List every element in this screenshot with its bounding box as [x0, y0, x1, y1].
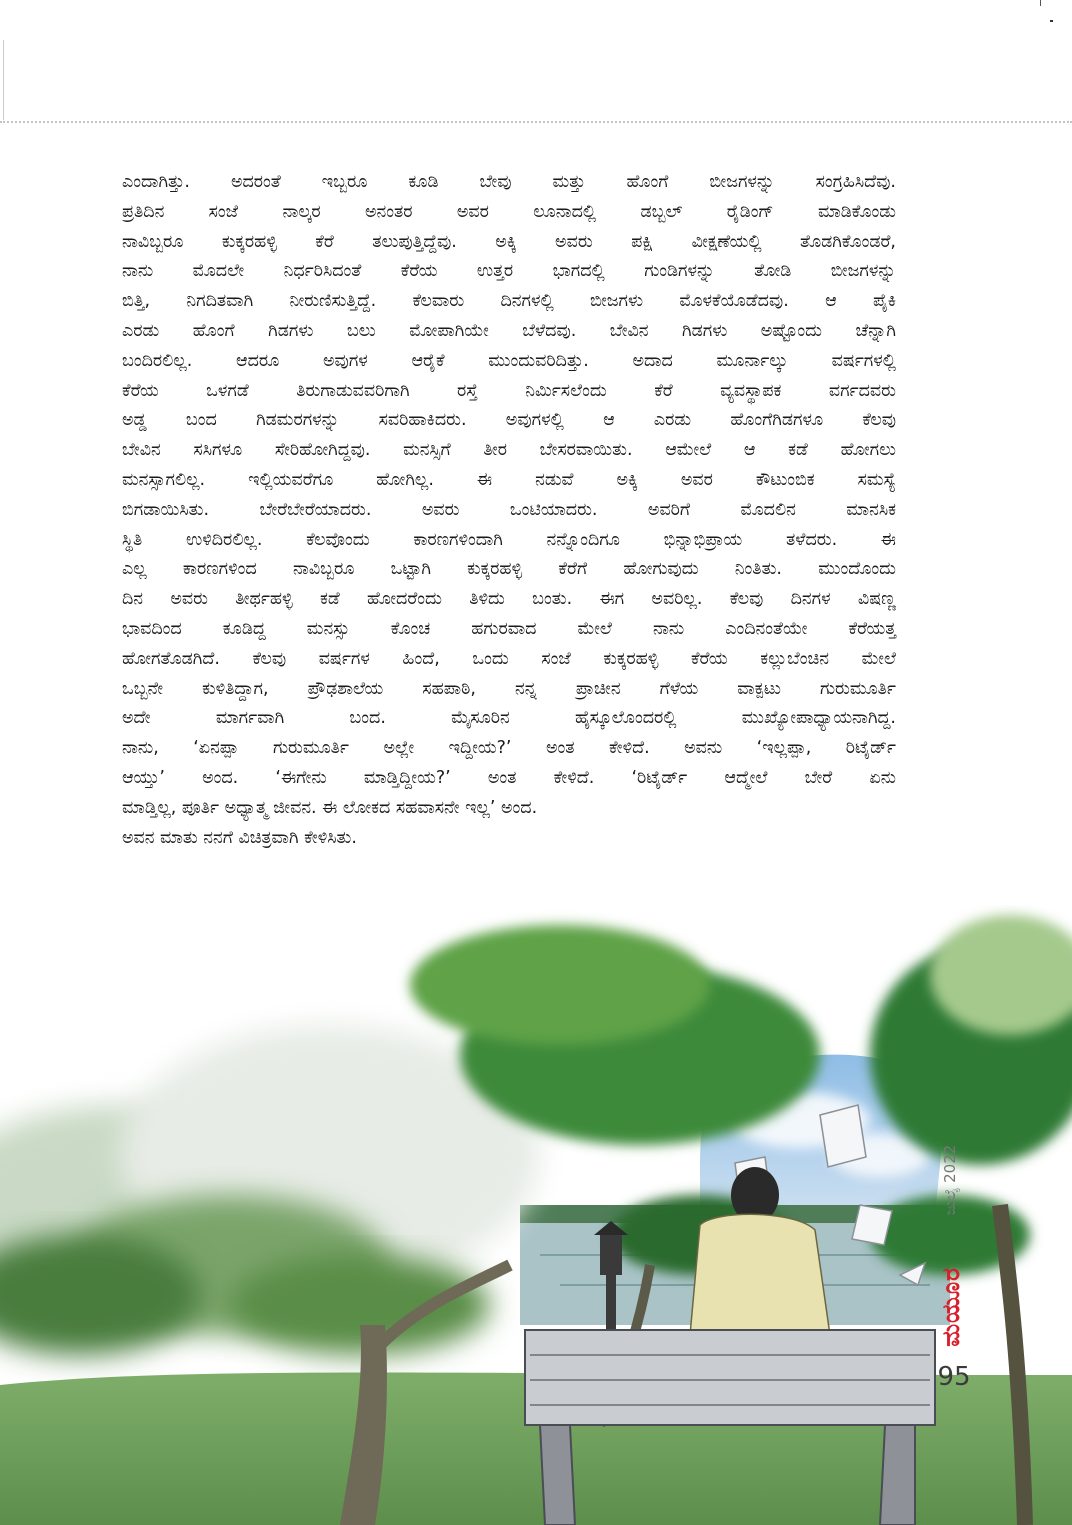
text-line: ಮಾಡ್ತಿಲ್ಲ, ಪೂರ್ತಿ ಅಧ್ಯಾತ್ಮ ಜೀವನ. ಈ ಲೋಕದ ಸಹವಾಸನೇ ಇಲ್ಲ’ ಅಂದ.: [122, 797, 538, 818]
text-line: ಸ್ಥಿತಿ ಉಳಿದಿರಲಿಲ್ಲ. ಕೆಲವೊಂದು ಕಾರಣಗಳಿಂದಾಗಿ ನನ್ನೊಂದಿಗೂ ಭಿನ್ನಾಭಿಪ್ರಾಯ ತಳೆದರು. ಈ: [122, 529, 896, 550]
text-line: ಆಯ್ತು’ ಅಂದ. ‘ಈಗೇನು ಮಾಡ್ತಿದ್ದೀಯ?’ ಅಂತ ಕೇಳಿದೆ. ‘ರಿಟೈರ್ಡ್ ಆದ್ಮೇಲೆ ಬೇರೆ ಏನು: [122, 767, 896, 788]
park-bench-illustration: [0, 905, 1072, 1525]
text-line: ಅಡ್ಡ ಬಂದ ಗಿಡಮರಗಳನ್ನು ಸವರಿಹಾಕಿದರು. ಅವುಗಳಲ್ಲಿ ಆ ಎರಡು ಹೊಂಗೆಗಿಡಗಳೂ ಕೆಲವು: [122, 410, 896, 431]
tree-canopy-left: [0, 1025, 540, 1355]
text-line: ಅದೇ ಮಾರ್ಗವಾಗಿ ಬಂದ. ಮೈಸೂರಿನ ಹೈಸ್ಕೂಲೊಂದರಲ್ಲಿ ಮುಖ್ಯೋಪಾಧ್ಯಾಯನಾಗಿದ್ದ.: [122, 708, 896, 729]
text-line: ಪ್ರತಿದಿನ ಸಂಜೆ ನಾಲ್ಕರ ಅನಂತರ ಅವರ ಲೂನಾದಲ್ಲಿ ಡಬ್ಬಲ್ ರೈಡಿಂಗ್ ಮಾಡಿಕೊಂಡು: [122, 201, 896, 222]
text-line: ದಿನ ಅವರು ತೀರ್ಥಹಳ್ಳಿ ಕಡೆ ಹೋದರೆಂದು ತಿಳಿದು ಬಂತು. ಈಗ ಅವರಿಲ್ಲ. ಕೆಲವು ದಿನಗಳ ವಿಷಣ್ಣ: [122, 589, 896, 610]
page-number: 95: [937, 1362, 971, 1392]
text-line: ನಾನು ಮೊದಲೇ ನಿರ್ಧರಿಸಿದಂತೆ ಕೆರೆಯ ಉತ್ತರ ಭಾಗದಲ್ಲಿ ಗುಂಡಿಗಳನ್ನು ತೋಡಿ ಬೀಜಗಳನ್ನು: [122, 261, 896, 282]
text-line: ಎರಡು ಹೊಂಗೆ ಗಿಡಗಳು ಬಲು ಮೋಪಾಗಿಯೇ ಬೆಳೆದವು. ಬೇವಿನ ಗಿಡಗಳು ಅಷ್ಟೊಂದು ಚೆನ್ನಾಗಿ: [122, 320, 896, 341]
text-line: ಬಂದಿರಲಿಲ್ಲ. ಆದರೂ ಅವುಗಳ ಆರೈಕೆ ಮುಂದುವರಿದಿತ್ತು. ಅದಾದ ಮೂರ್ನಾಲ್ಕು ವರ್ಷಗಳಲ್ಲಿ: [122, 350, 896, 371]
text-line: ಬಿಗಡಾಯಿಸಿತು. ಬೇರೆಬೇರೆಯಾದರು. ಅವರು ಒಂಟಿಯಾದರು. ಅವರಿಗೆ ಮೊದಲಿನ ಮಾನಸಿಕ: [122, 499, 896, 520]
text-line: ಅವನ ಮಾತು ನನಗೆ ವಿಚಿತ್ರವಾಗಿ ಕೇಳಿಸಿತು.: [122, 827, 357, 848]
text-line: ಎಂದಾಗಿತ್ತು. ಅದರಂತೆ ಇಬ್ಬರೂ ಕೂಡಿ ಬೇವು ಮತ್ತು ಹೊಂಗೆ ಬೀಜಗಳನ್ನು ಸಂಗ್ರಹಿಸಿದೆವು.: [122, 172, 896, 192]
text-line: ಬೇವಿನ ಸಸಿಗಳೂ ಸೇರಿಹೋಗಿದ್ದವು. ಮನಸ್ಸಿಗೆ ತೀರ ಬೇಸರವಾಯಿತು. ಆಮೇಲೆ ಆ ಕಡೆ ಹೋಗಲು: [122, 440, 896, 461]
crop-mark: [3, 40, 4, 120]
crop-mark: [1040, 0, 1041, 6]
text-line: ಭಾವದಿಂದ ಕೂಡಿದ್ದ ಮನಸ್ಸು ಕೊಂಚ ಹಗುರವಾದ ಮೇಲೆ ನಾನು ಎಂದಿನಂತೆಯೇ ಕೆರೆಯತ್ತ: [122, 618, 896, 639]
text-line: ಬಿತ್ತಿ, ನಿಗದಿತವಾಗಿ ನೀರುಣಿಸುತ್ತಿದ್ದೆ. ಕೆಲವಾರು ದಿನಗಳಲ್ಲಿ ಬೀಜಗಳು ಮೊಳಕೆಯೊಡೆದವು. ಆ ಪೈಕಿ: [122, 291, 896, 312]
header-dotted-rule: [0, 121, 1072, 123]
magazine-logo: ಮಯೂರ: [937, 1267, 965, 1347]
text-line: ಹೋಗತೊಡಗಿದೆ. ಕೆಲವು ವರ್ಷಗಳ ಹಿಂದೆ, ಒಂದು ಸಂಜೆ ಕುಕ್ಕರಹಳ್ಳಿ ಕೆರೆಯ ಕಲ್ಲುಬೆಂಚಿನ ಮೇಲೆ: [122, 648, 896, 669]
text-line: ನಾನು, ‘ಏನಪ್ಪಾ ಗುರುಮೂರ್ತಿ ಅಲ್ಲೇ ಇದ್ದೀಯ?’ ಅಂತ ಕೇಳಿದೆ. ಅವನು ‘ಇಲ್ಲಪ್ಪಾ, ರಿಟೈರ್ಡ್: [122, 738, 896, 759]
text-line: ಕೆರೆಯ ಒಳಗಡೆ ತಿರುಗಾಡುವವರಿಗಾಗಿ ರಸ್ತೆ ನಿರ್ಮಿಸಲೆಂದು ಕೆರೆ ವ್ಯವಸ್ಥಾಪಕ ವರ್ಗದವರು: [122, 380, 896, 401]
text-line: ಮನಸ್ಸಾಗಲಿಲ್ಲ. ಇಲ್ಲಿಯವರೆಗೂ ಹೋಗಿಲ್ಲ. ಈ ನಡುವೆ ಅಕ್ಕಿ ಅವರ ಕೌಟುಂಬಿಕ ಸಮಸ್ಯೆ: [122, 469, 896, 490]
text-line: ಎಲ್ಲ ಕಾರಣಗಳಿಂದ ನಾವಿಬ್ಬರೂ ಒಟ್ಟಾಗಿ ಕುಕ್ಕರಹಳ್ಳಿ ಕೆರೆಗೆ ಹೋಗುವುದು ನಿಂತಿತು. ಮುಂದೊಂದು: [122, 559, 896, 580]
text-line: ನಾವಿಬ್ಬರೂ ಕುಕ್ಕರಹಳ್ಳಿ ಕೆರೆ ತಲುಪುತ್ತಿದ್ದೆವು. ಅಕ್ಕಿ ಅವರು ಪಕ್ಷಿ ವೀಕ್ಷಣೆಯಲ್ಲಿ ತೊಡಗಿಕೊಂಡರೆ,: [122, 231, 896, 252]
article-body-text: [122, 168, 896, 853]
text-line: ಒಬ್ಬನೇ ಕುಳಿತಿದ್ದಾಗ, ಪ್ರೌಢಶಾಲೆಯ ಸಹಪಾಠಿ, ನನ್ನ ಪ್ರಾಚೀನ ಗೆಳೆಯ ವಾಕ್ಪಟು ಗುರುಮೂರ್ತಿ: [122, 678, 896, 699]
issue-date: ಜುಲೈ 2022: [941, 1144, 959, 1216]
crop-mark: [1050, 20, 1053, 22]
